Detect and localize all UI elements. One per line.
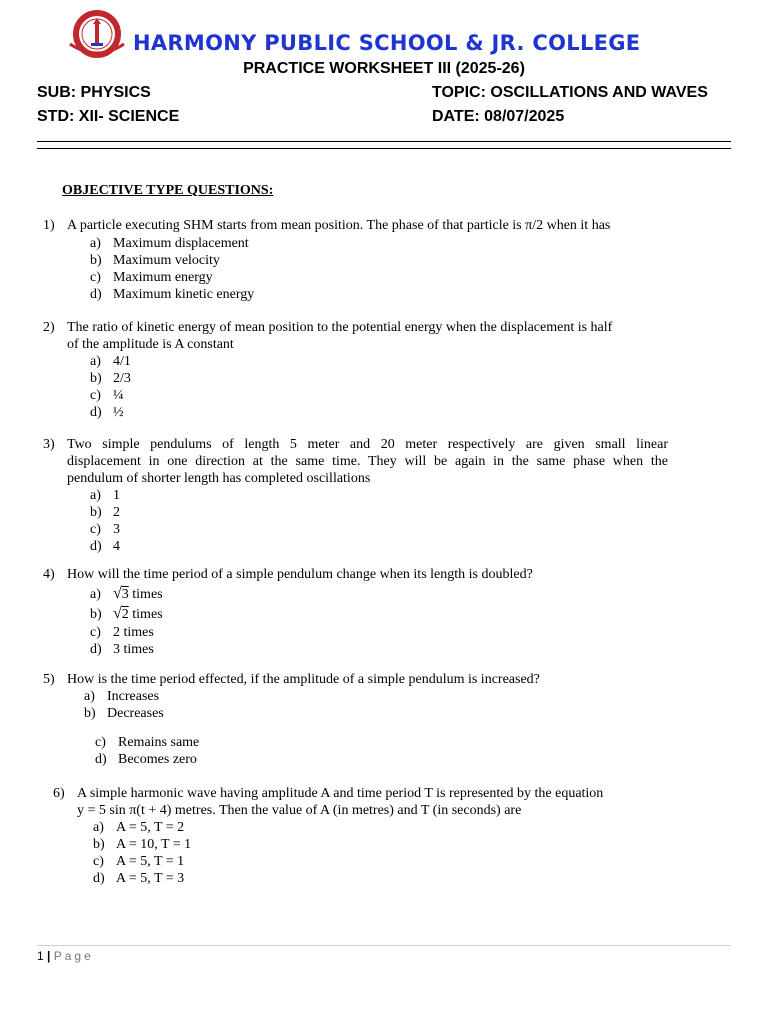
- option-b: b) 2: [90, 505, 120, 520]
- question-4: [43, 566, 533, 583]
- option-c: c) Remains same: [95, 735, 200, 750]
- option-b: b) 2/3: [90, 371, 131, 386]
- radical-sign: √: [113, 585, 122, 602]
- option-c: c) A = 5, T = 1: [93, 854, 185, 869]
- option-a: a) A = 5, T = 2: [93, 820, 185, 835]
- question-text: Two simple pendulums of length 5 meter and 20 meter respectively are given small linear: [67, 437, 668, 452]
- question-text-cont: of the amplitude is A constant: [67, 337, 234, 352]
- section-title: OBJECTIVE TYPE QUESTIONS:: [62, 183, 274, 198]
- question-text-cont: y = 5 sin π(t + 4) metres. Then the value of A (in metres) and T (in seconds) are: [77, 803, 522, 818]
- school-name: HARMONY PUBLIC SCHOOL & JR. COLLEGE: [133, 31, 641, 55]
- radicand: 2: [121, 607, 129, 622]
- header-rule-top: [37, 141, 731, 142]
- page-label: Page: [53, 949, 94, 963]
- option-d: d) 3 times: [90, 642, 154, 657]
- question-text: A simple harmonic wave having amplitude A and time period T is represented by the equation: [77, 786, 604, 801]
- radical-sign: √: [113, 605, 122, 622]
- question-number: 5): [43, 672, 55, 687]
- header-rule-bottom: [37, 148, 731, 149]
- question-number: 1): [43, 218, 55, 233]
- option-d: d) 4: [90, 539, 120, 554]
- option-c: c) 2 times: [90, 625, 154, 640]
- option-c: c) Maximum energy: [90, 270, 213, 285]
- option-b: b) Decreases: [84, 706, 164, 721]
- question-number: 2): [43, 320, 55, 335]
- page-separator: |: [47, 949, 51, 963]
- option-d: d) ½: [90, 405, 124, 420]
- topic-label: TOPIC: OSCILLATIONS AND WAVES: [432, 84, 708, 101]
- page-footer: [37, 949, 94, 963]
- option-a: a) Increases: [84, 689, 160, 704]
- option-a: a) 1: [90, 488, 120, 503]
- question-number: 3): [43, 437, 55, 452]
- date-label: DATE: 08/07/2025: [432, 108, 565, 125]
- question-number: 6): [53, 786, 65, 801]
- option-d: d) Becomes zero: [95, 752, 197, 767]
- options-4: [90, 584, 163, 658]
- option-a: a) √3 times: [90, 585, 163, 602]
- question-text: The ratio of kinetic energy of mean position to the potential energy when the displacement is half: [67, 320, 613, 335]
- option-a: a) 4/1: [90, 354, 131, 369]
- footer-rule: [37, 945, 731, 946]
- options-3: [90, 487, 120, 555]
- option-b: b) Maximum velocity: [90, 253, 220, 268]
- options-1: [90, 235, 254, 303]
- options-5-cont: [95, 734, 199, 768]
- option-b: b) √2 times: [90, 605, 163, 622]
- question-6: [53, 785, 603, 819]
- question-text-cont: displacement in one direction at the same time. They will be again in the same phase when the: [67, 454, 668, 469]
- question-text: A particle executing SHM starts from mean position. The phase of that particle is π/2 when it has: [67, 218, 611, 233]
- question-5: [43, 671, 540, 688]
- question-text: How is the time period effected, if the amplitude of a simple pendulum is increased?: [67, 672, 540, 687]
- options-5: [84, 688, 164, 722]
- worksheet-title: PRACTICE WORKSHEET III (2025-26): [243, 60, 525, 77]
- option-d: d) Maximum kinetic energy: [90, 287, 255, 302]
- option-c: c) ¼: [90, 388, 124, 403]
- question-text: How will the time period of a simple pendulum change when its length is doubled?: [67, 567, 533, 582]
- options-6: [93, 819, 191, 887]
- school-logo: [62, 10, 132, 58]
- question-1: [43, 217, 610, 234]
- question-3: [43, 436, 668, 487]
- standard-label: STD: XII- SCIENCE: [37, 108, 180, 125]
- question-number: 4): [43, 567, 55, 582]
- options-2: [90, 353, 131, 421]
- subject-label: SUB: PHYSICS: [37, 84, 151, 101]
- page-number: 1: [37, 949, 44, 963]
- option-d: d) A = 5, T = 3: [93, 871, 185, 886]
- question-text-cont: pendulum of shorter length has completed oscillations: [67, 471, 371, 486]
- option-a: a) Maximum displacement: [90, 236, 249, 251]
- question-2: [43, 319, 612, 353]
- radicand: 3: [121, 587, 129, 602]
- option-c: c) 3: [90, 522, 120, 537]
- option-b: b) A = 10, T = 1: [93, 837, 192, 852]
